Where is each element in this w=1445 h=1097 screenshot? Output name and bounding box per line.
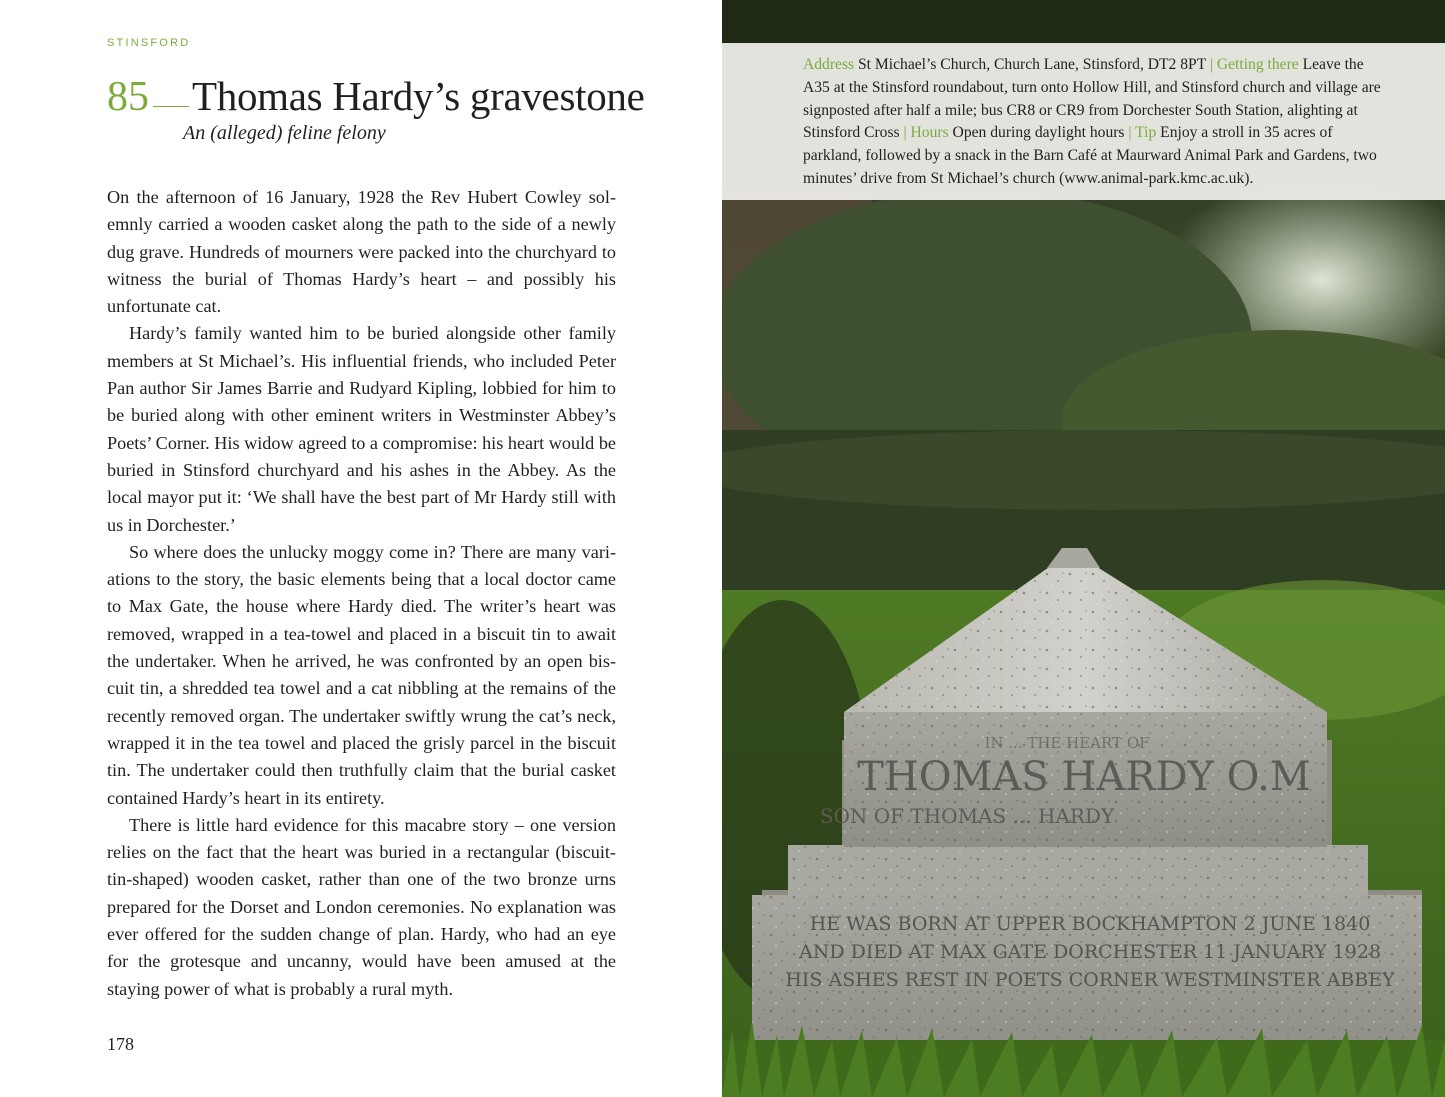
page-title: Thomas Hardy’s gravestone bbox=[192, 73, 645, 119]
body-text bbox=[107, 184, 616, 1003]
inscription-line: IN ... THE HEART OF bbox=[984, 734, 1150, 752]
inscription-line: AND DIED AT MAX GATE DORCHESTER 11 JANUARY 1928 bbox=[798, 941, 1382, 963]
title-row bbox=[107, 72, 645, 121]
number-rule bbox=[153, 106, 189, 107]
left-page bbox=[0, 0, 722, 1097]
inscription-line: THOMAS HARDY O.M bbox=[857, 754, 1311, 800]
tip-value: Enjoy a stroll in 35 acres of parkland, followed by a snack in the Barn Café at Maurward Animal Park and Gardens, two minutes’ drive from St Michael’s church (www.animal-park.kmc.ac.uk). bbox=[803, 124, 1377, 187]
paragraph: On the afternoon of 16 January, 1928 the Rev Hubert Cowley solemnly carried a wooden casket along the path to the side of a newly dug grave. Hundreds of mourners were packed into the churchyard to witness the burial of Thomas Hardy’s heart – and possibly his unfortunate cat. bbox=[107, 187, 616, 317]
right-page bbox=[722, 0, 1445, 1097]
inscription-line: HIS ASHES REST IN POETS CORNER WESTMINSTER ABBEY bbox=[785, 969, 1395, 991]
hours-label: | Hours bbox=[903, 124, 949, 142]
inscription-line: SON OF THOMAS ... HARDY bbox=[819, 804, 1115, 828]
page-number: 178 bbox=[107, 1034, 134, 1054]
paragraph: There is little hard evidence for this macabre story – one version relies on the fact that the heart was buried in a rectangular (biscuit-tin-shaped) wooden casket, rather than one of the two bronze urns prepared for the Dorset and London ceremonies. No explanation was ever offered for the sudden change of plan. Hardy, who had an eye for the grotesque and uncanny, would have been amused at the staying power of what is probably a rural myth. bbox=[107, 814, 616, 999]
info-text bbox=[803, 54, 1383, 191]
page-subtitle: An (alleged) feline felony bbox=[183, 122, 386, 144]
info-box bbox=[722, 43, 1445, 200]
section-label: STINSFORD bbox=[107, 37, 191, 49]
address-label: Address bbox=[803, 56, 855, 73]
address-value: St Michael’s Church, Church Lane, Stinsford, DT2 8PT bbox=[854, 56, 1210, 73]
hours-value: Open during daylight hours bbox=[948, 124, 1129, 142]
chapter-number: 85 bbox=[107, 74, 149, 120]
tip-label: | Tip bbox=[1128, 124, 1157, 142]
paragraph: Hardy’s family wanted him to be buried alongside other family members at St Michael’s. His influential friends, who included Peter Pan author Sir James Barrie and Rudyard Kipling, lobbied for him to be buried along with other eminent writers in Westminster Abbey’s Poets’ Corner. His widow agreed to a compromise: his heart would be buried in Stinsford churchyard and his ashes in the Abbey. As the local mayor put it: ‘We shall have the best part of Mr Hardy still with us in Dorchester.’ bbox=[107, 323, 616, 535]
paragraph: So where does the unlucky moggy come in? There are many variations to the story, the basic elements being that a local doctor came to Max Gate, the house where Hardy died. The writer’s heart was removed, wrapped in a tea-towel and placed in a biscuit tin to await the undertaker. When he arrived, he was confronted by an open biscuit tin, a shredded tea towel and a cat nibbling at the remains of the recently removed organ. The undertaker swiftly wrung the cat’s neck, wrapped it in the tea towel and placed the grisly parcel in the biscuit tin. The undertaker could then truthfully claim that the burial casket contained Hardy’s heart in its entirety. bbox=[107, 541, 616, 808]
inscription-line: HE WAS BORN AT UPPER BOCKHAMPTON 2 JUNE 1840 bbox=[809, 913, 1371, 935]
getting-there-value: Leave the A35 at the Stinsford roundabout, turn onto Hollow Hill, and Stinsford church and village are signposted after half a mile; bus CR8 or CR9 from Dorchester South Station, alighting at Stinsford Cross bbox=[803, 56, 1381, 142]
getting-there-label: | Getting there bbox=[1209, 56, 1299, 73]
